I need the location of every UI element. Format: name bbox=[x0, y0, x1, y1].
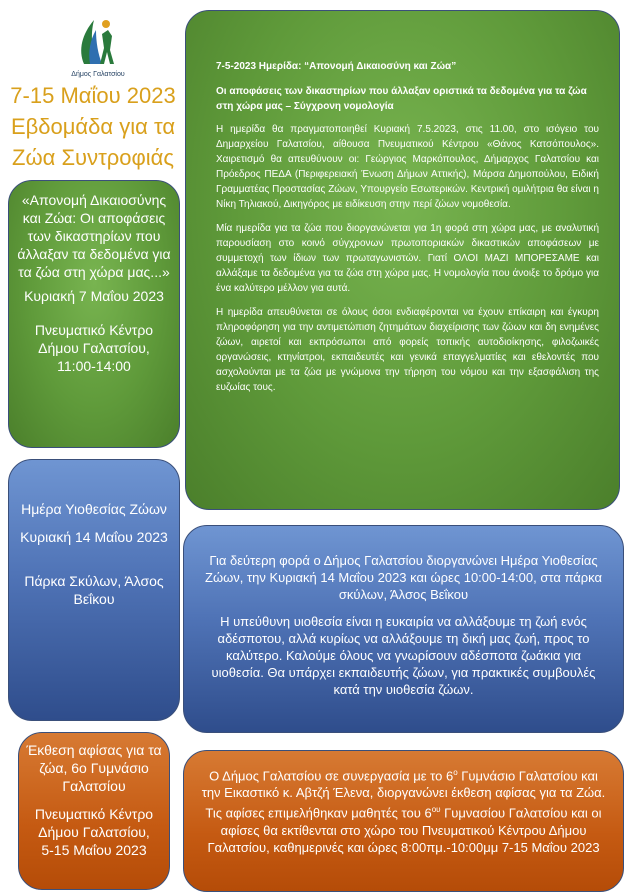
adoption-date: Κυριακή 14 Μαΐου 2023 bbox=[20, 529, 168, 545]
adoption-venue: Πάρκα Σκύλων, Άλσος Βεΐκου bbox=[24, 573, 164, 607]
conference-paragraph-3: Η ημερίδα απευθύνεται σε όλους όσοι ενδιαφέρονται να έχουν επίκαιρη και έγκυρη πληροφόρηση για την αντιμετώπιση ζητημάτων διαχείρισης των ζώων και δη ενημένες ζώων, αιρετοί και εκπρόσωποι από φορείς τοπικής αυτοδιοίκησης, φιλοζωικές οργανώσεις, κτηνίατροι, εκπαιδευτές και γενικά επαγγελματίες και εθελοντές που ασχολούνται με τα ζώα με γνώμονα την τήρηση του νόμου και την εξασφάλιση της ευζωίας τους. bbox=[216, 307, 599, 393]
conference-venue: Πνευματικό Κέντρο Δήμου Γαλατσίου, bbox=[34, 322, 154, 356]
poster-sup-1: ο bbox=[453, 768, 458, 777]
logo-text: Δήμος Γαλατσίου bbox=[71, 71, 125, 78]
title-line-1: 7-15 Μαΐου 2023 bbox=[10, 83, 176, 108]
poster-paragraph bbox=[200, 764, 607, 856]
conference-title: «Απονομή Δικαιοσύνης και Ζώα: Οι αποφάσεις των δικαστηρίων που άλλαξαν τα δεδομένα για τα ζώα στη χώρα μας...» bbox=[17, 192, 171, 280]
conference-time: 11:00-14:00 bbox=[57, 358, 131, 374]
conference-details-box bbox=[185, 10, 620, 510]
event-box-poster bbox=[18, 732, 170, 890]
poster-details-box bbox=[183, 750, 624, 892]
poster-text-2: Γυμνάσιο Γαλατσίου και την Εικαστικό κ. Αβτζή Έλενα, διοργανώνει έκθεση αφίσας για τα Ζώα. Τις αφίσες επιμελήθηκαν μαθητές του 6 bbox=[201, 768, 606, 821]
event-box-adoption bbox=[8, 459, 180, 721]
poster-text-1: Ο Δήμος Γαλατσίου σε συνεργασία με το 6 bbox=[209, 768, 454, 784]
conference-heading: 7-5-2023 Ημερίδα: “Απονομή Δικαιοσύνη και Ζώα” bbox=[216, 61, 457, 72]
conference-subheading: Οι αποφάσεις των δικαστηρίων που άλλαξαν οριστικά τα δεδομένα για τα ζώα στη χώρα μας – Σύγχρονη νομολογία bbox=[216, 86, 587, 112]
adoption-title: Ημέρα Υιοθεσίας Ζώων bbox=[21, 501, 167, 517]
conference-paragraph-1: Η ημερίδα θα πραγματοποιηθεί Κυριακή 7.5.2023, στις 11.00, στο ισόγειο του Δημαρχείου Γαλατσίου, αίθουσα Πνευματικού Κέντρου «Θάνος Κατσόπουλος». Χαιρετισμό θα απευθύνουν οι: Γεώργιος Μαρκόπουλος, Δήμαρχος Γαλατσίου και Πρόεδρος ΠΕΔΑ (Περιφερειακή Ένωση Δήμων Αττικής), Μάρσα Δημοπούλου, Ειδική Γραμματέας Προστασίας Ζώων, Υπουργείο Εσωτερικών. Κεντρική ομιλήτρια θα είναι η Νίκη Τηλιακού, Δικηγόρος με ειδίκευση στην περί ζώων νομοθεσία. bbox=[216, 124, 599, 210]
poster-venue: Πνευματικό Κέντρο Δήμου Γαλατσίου, bbox=[34, 806, 154, 840]
logo-icon bbox=[74, 14, 122, 70]
conference-paragraph-2: Μία ημερίδα για τα ζώα που διοργανώνεται για 1η φορά στη χώρα μας, με αναλυτική παρουσίαση στο κοινό σύγχρονων πρωτοποριακών δικαστικών αποφάσεων με συμμετοχή των ίδιων των πρωταγωνιστών. Γιατί ΟΛΟΙ ΜΑΖΙ ΜΠΟΡΕΣΑΜΕ και αλλάξαμε τα δεδομένα για τα ζώα στη χώρα μας. Η νομολογία που άνοιξε το δρόμο για ένα καλύτερο μέλλον για αυτά. bbox=[216, 223, 599, 294]
page-title bbox=[4, 80, 182, 173]
adoption-paragraph-2: Η υπεύθυνη υιοθεσία είναι η ευκαιρία να αλλάξουμε τη ζωή ενός αδέσποτου, αλλά κυρίως να αλλάξουμε τη δική μας ζωή, προς το καλύτερο. Καλούμε όλους να γνωρίσουν αδέσποτα ζωάκια για υιοθεσία. Θα υπάρχει εκπαιδευτής ζώων, για πρακτικές συμβουλές κατά την υιοθεσία ζώων. bbox=[211, 614, 596, 697]
event-box-conference bbox=[8, 180, 180, 448]
title-line-3: Ζώα Συντροφιάς bbox=[12, 145, 174, 170]
poster-text-3: Γυμνασίου Γαλατσίου και οι αφίσες θα εκτίθενται στο χώρο του Πνευματικού Κέντρου Δήμου Γαλατσίου, καθημερινές και ώρες 8:00πμ.-10:00μμ 7-15 Μαΐου 2023 bbox=[207, 805, 602, 855]
conference-date: Κυριακή 7 Μαΐου 2023 bbox=[24, 288, 164, 304]
poster-dates: 5-15 Μαΐου 2023 bbox=[41, 842, 147, 858]
poster-title: Έκθεση αφίσας για τα ζώα, 6ο Γυμνάσιο Γαλατσίου bbox=[26, 742, 162, 794]
adoption-paragraph-1: Για δεύτερη φορά ο Δήμος Γαλατσίου διοργανώνει Ημέρα Υιοθεσίας Ζώων, την Κυριακή 14 Μαΐου 2023 και ώρες 10:00-14:00, στα πάρκα σκύλων, Άλσος Βεΐκου bbox=[205, 553, 602, 602]
municipality-logo bbox=[58, 14, 138, 84]
adoption-details-box bbox=[183, 525, 624, 733]
poster-sup-2: ου bbox=[431, 805, 441, 815]
title-line-2: Εβδομάδα για τα bbox=[10, 114, 176, 139]
